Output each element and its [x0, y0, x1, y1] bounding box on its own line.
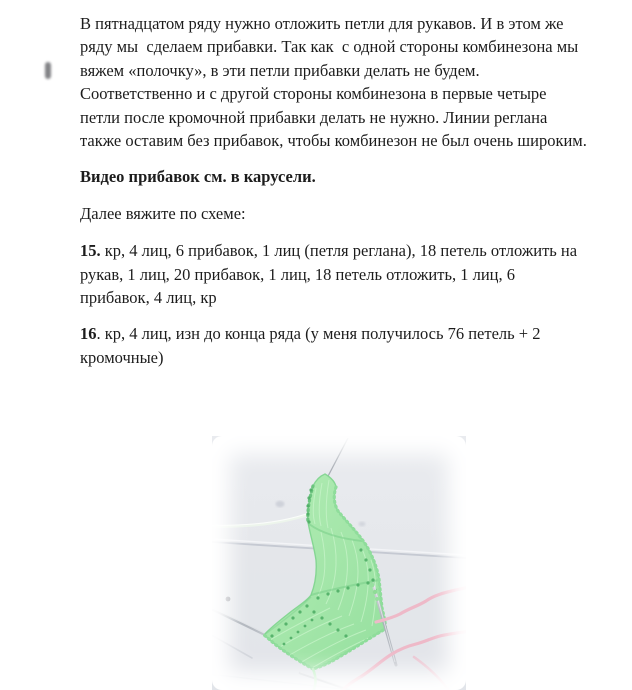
- paragraph-intro: В пятнадцатом ряду нужно отложить петли для рукавов. И в этом же ряду мы сделаем прибавки. Так как с одной стороны комбинезона мы вяжем «полочку», в эти петли прибавки делать не будем. Соответственно и с другой стороны комбинезона в первые четыре петли после кромочной прибавки делать не нужно. Линии реглана также оставим без прибавок, чтобы комбинезон не был очень широким.: [80, 14, 587, 151]
- knitting-photo-illustration: [212, 436, 466, 690]
- text-column: [80, 12, 588, 382]
- edge-smudge-artifact: [45, 62, 51, 79]
- paragraph-row-16: [80, 322, 588, 369]
- paragraph-scheme-intro: Далее вяжите по схеме:: [80, 203, 246, 223]
- wood-hole: [226, 597, 231, 602]
- row-16-number: 16: [80, 324, 97, 344]
- row-16-text: . кр, 4 лиц, изн до конца ряда (у меня получилось 76 петель + 2 кромочные): [80, 324, 545, 367]
- wood-knot: [359, 522, 366, 527]
- row-15-number: 15.: [80, 241, 101, 261]
- row-15-text: кр, 4 лиц, 6 прибавок, 1 лиц (петля реглана), 18 петель отложить на рукав, 1 лиц, 20 прибавок, 1 лиц, 18 петель отложить, 1 лиц, 6 прибавок, 4 лиц, кр: [80, 241, 582, 308]
- paragraph-row-15: [80, 239, 588, 309]
- knitting-photo: [212, 436, 466, 690]
- paragraph-video-note: Видео прибавок см. в карусели.: [80, 167, 316, 187]
- wood-knot: [276, 501, 285, 507]
